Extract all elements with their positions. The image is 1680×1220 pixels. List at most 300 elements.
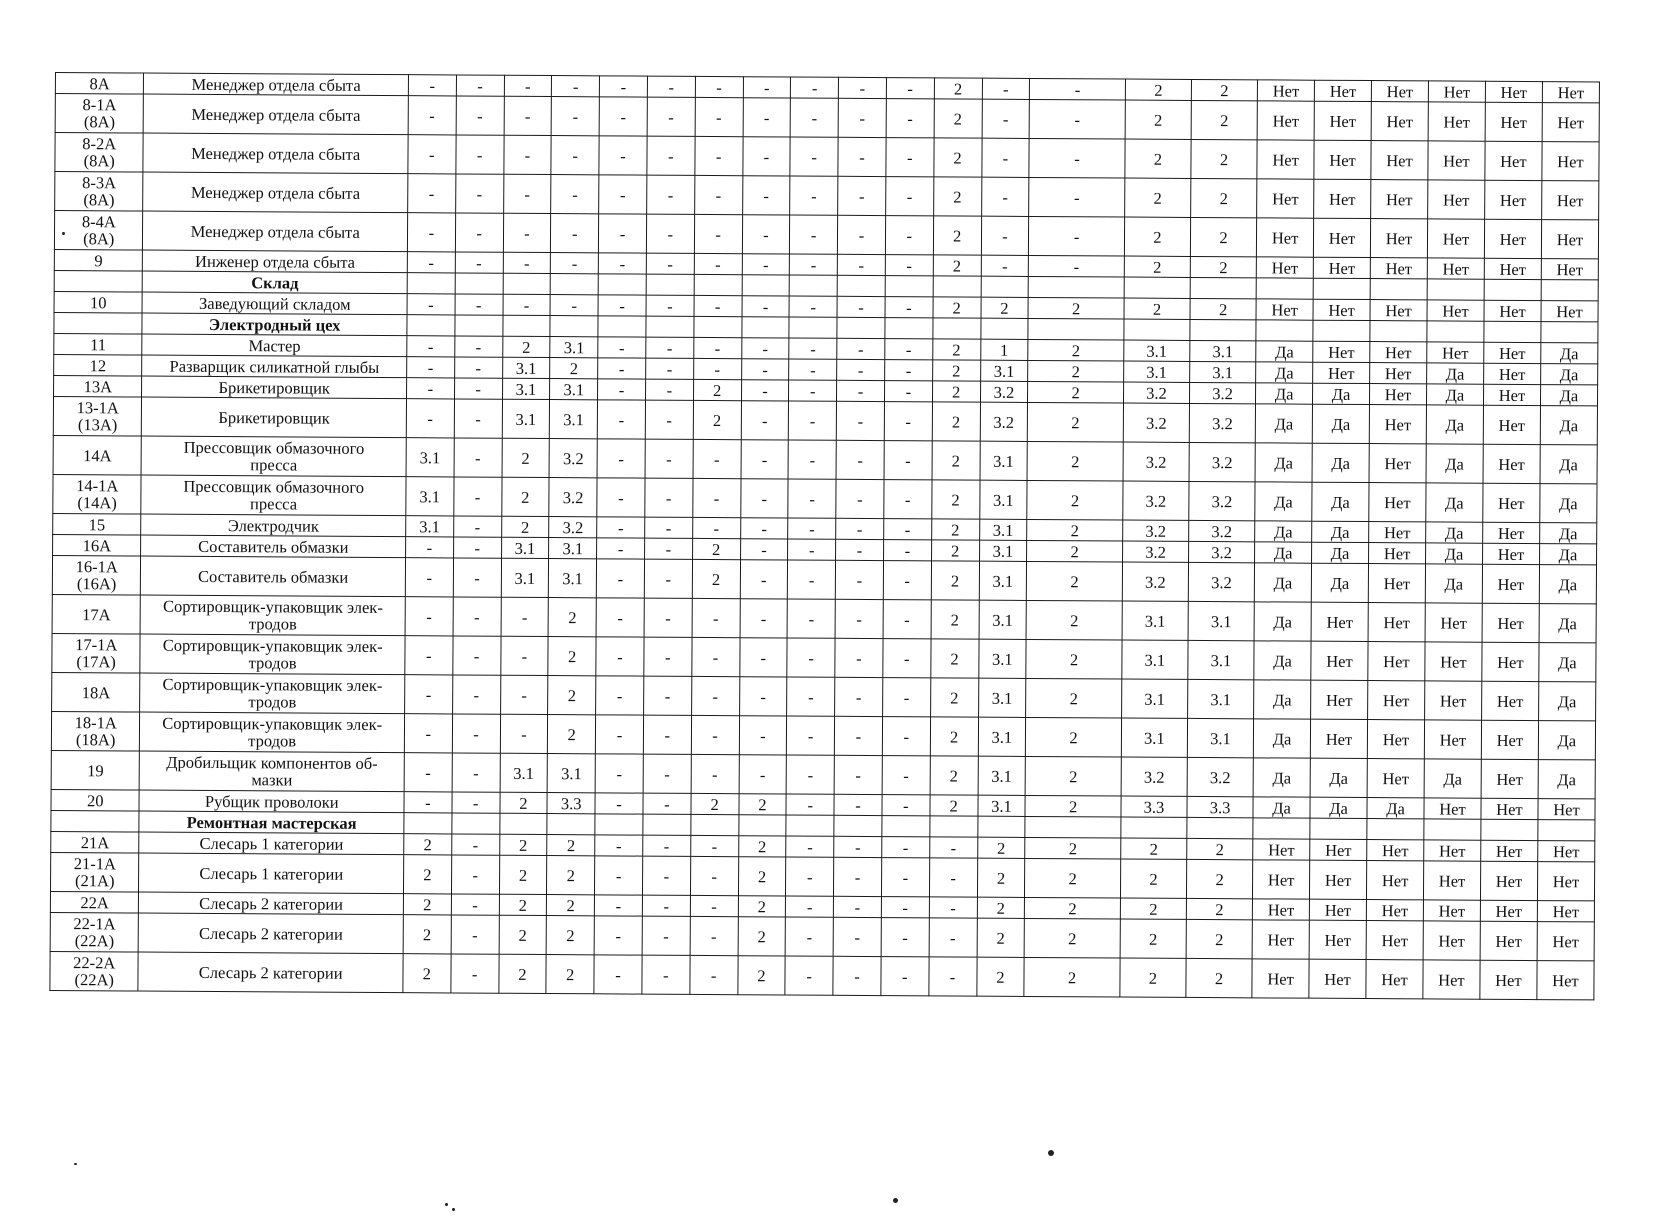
empty-cell [1481,819,1538,840]
value-cell: Нет [1542,103,1599,142]
value-cell: Нет [1367,840,1424,861]
value-cell: 3.2 [980,402,1028,441]
value-cell: Нет [1370,363,1427,384]
value-cell: - [596,676,644,715]
value-cell: - [503,213,551,252]
value-cell: Нет [1423,921,1480,960]
value-cell: Да [1540,484,1597,523]
value-cell: Нет [1481,840,1538,861]
empty-cell [1427,321,1484,342]
value-cell: 2 [1186,958,1252,997]
value-cell: Нет [1371,180,1428,219]
value-cell: 3.1 [406,477,454,516]
value-cell: Нет [1537,862,1594,901]
value-cell: - [551,97,599,136]
value-cell: 2 [932,402,980,441]
value-cell: 2 [547,835,595,856]
value-cell: Да [1255,542,1312,563]
value-cell: - [645,379,693,400]
value-cell: 2 [1026,639,1122,679]
value-cell: Да [1310,797,1367,818]
value-cell: Да [1539,643,1596,682]
value-cell: 2 [1124,256,1190,277]
empty-cell [646,316,694,337]
empty-cell [1427,279,1484,300]
value-cell: 2 [1125,79,1191,100]
value-cell: - [599,175,647,214]
value-cell: - [551,136,599,175]
value-cell: - [790,137,838,176]
value-cell: 3.2 [1122,541,1188,562]
value-cell: - [785,917,833,956]
row-id-cell: 22-1А (22А) [50,912,139,952]
value-cell: - [883,561,931,600]
value-cell: - [837,380,885,401]
value-cell: - [881,918,929,957]
value-cell: - [741,338,789,359]
value-cell: 3.2 [1190,382,1256,403]
value-cell: - [500,636,548,675]
empty-cell [837,275,885,296]
value-cell: 2 [930,678,978,717]
position-name-cell: Рубщик проволоки [139,790,404,813]
value-cell: 3.1 [978,756,1026,795]
scan-speck [445,1203,448,1206]
empty-cell [789,317,837,338]
value-cell: 2 [1186,898,1252,919]
value-cell: - [1030,78,1126,100]
value-cell: - [597,517,645,538]
value-cell: - [790,176,838,215]
value-cell: 2 [547,856,595,895]
value-cell: 2 [403,894,451,915]
value-cell: Нет [1542,181,1599,220]
value-cell: - [886,99,934,138]
value-cell: Да [1538,760,1595,799]
value-cell: - [406,399,454,438]
value-cell: Нет [1252,899,1309,920]
row-id-cell: 17-1А (17А) [52,633,141,673]
value-cell: - [452,675,500,714]
value-cell: - [594,916,642,955]
value-cell: - [642,856,690,895]
value-cell: Нет [1257,179,1314,218]
value-cell: - [451,894,499,915]
empty-cell [981,276,1029,297]
empty-cell [694,316,742,337]
row-id-cell: 13-1А (13А) [53,396,142,436]
value-cell: - [1029,216,1125,256]
value-cell: 3.2 [1189,520,1255,541]
value-cell: 2 [403,954,451,993]
value-cell: 2 [1124,217,1190,256]
value-cell: - [740,560,788,599]
value-cell: - [741,401,789,440]
value-cell: 2 [738,836,786,857]
value-cell: - [838,215,886,254]
value-cell: - [597,478,645,517]
value-cell: 3.1 [1190,340,1256,361]
value-cell: Нет [1483,444,1540,483]
value-cell: - [405,675,453,714]
value-cell: - [787,599,835,638]
value-cell: - [838,77,886,98]
value-cell: - [454,477,502,516]
value-cell: 2 [932,339,980,360]
value-cell: Нет [1369,405,1426,444]
value-cell: - [694,295,742,316]
value-cell: - [981,255,1029,276]
empty-cell [1253,818,1310,839]
value-cell: Нет [1367,720,1424,759]
value-cell: - [453,636,501,675]
empty-cell [1484,279,1541,300]
value-cell: Нет [1309,959,1366,998]
value-cell: Нет [1538,841,1595,862]
value-cell: - [599,97,647,136]
value-cell: 3.1 [550,379,598,400]
value-cell: Нет [1483,384,1540,405]
value-cell: 3.1 [550,337,598,358]
value-cell: Нет [1314,101,1371,140]
position-name-cell: Прессовщик обмазочного пресса [142,436,407,477]
position-name-cell: Электродчик [141,514,406,537]
value-cell: - [787,638,835,677]
value-cell: Да [1539,544,1596,565]
value-cell: 2 [931,540,979,561]
row-id-cell: 20 [51,789,140,811]
value-cell: - [929,837,977,858]
empty-cell [550,274,598,295]
value-cell: Нет [1252,920,1309,959]
empty-cell [1124,319,1190,340]
value-cell: - [929,957,977,996]
value-cell: 3.2 [549,439,597,478]
value-cell: - [837,254,885,275]
value-cell: - [881,957,929,996]
value-cell: 2 [1027,561,1123,601]
value-cell: Да [1312,404,1369,443]
value-cell: 3.1 [1122,640,1188,679]
empty-cell [595,814,643,835]
value-cell: - [598,379,646,400]
value-cell: - [453,597,501,636]
empty-cell [455,315,503,336]
empty-cell [694,274,742,295]
value-cell: - [598,337,646,358]
value-cell: - [503,294,551,315]
value-cell: - [643,835,691,856]
value-cell: - [407,357,455,378]
value-cell: - [643,754,691,793]
value-cell: 3.1 [406,516,454,537]
empty-cell [407,273,455,294]
value-cell: 2 [692,559,740,598]
value-cell: Да [1312,542,1369,563]
value-cell: 2 [930,795,978,816]
value-cell: Нет [1369,444,1426,483]
value-cell: - [789,338,837,359]
row-id-cell: 8-2А (8А) [55,133,144,173]
value-cell: - [453,516,501,537]
value-cell: - [929,918,977,957]
value-cell: Да [1256,341,1313,362]
value-cell: 2 [1026,678,1122,718]
value-cell: 2 [737,956,785,995]
value-cell: Нет [1314,80,1371,101]
row-id-cell: 16-1А (16А) [52,555,141,595]
value-cell: - [647,136,695,175]
position-name-cell: Слесарь 2 категории [139,913,404,954]
value-cell: - [788,518,836,539]
value-cell: 3.1 [1121,679,1187,718]
value-cell: 2 [1186,859,1252,898]
value-cell: 3.1 [550,400,598,439]
empty-cell [452,813,500,834]
value-cell: - [741,380,789,401]
value-cell: 3.1 [1188,601,1254,640]
value-cell: 2 [932,381,980,402]
empty-cell [1313,278,1370,299]
value-cell: - [408,75,456,96]
value-cell: - [690,856,738,895]
value-cell: - [884,381,932,402]
value-cell: Нет [1310,719,1367,758]
value-cell: 3.1 [1124,340,1190,361]
value-cell: 2 [1120,958,1186,997]
value-cell: 2 [1024,918,1120,958]
empty-cell [1370,279,1427,300]
value-cell: - [644,538,692,559]
value-cell: 2 [977,858,1025,897]
value-cell: - [739,716,787,755]
value-cell: - [1029,255,1125,277]
value-cell: - [693,439,741,478]
empty-cell [837,317,885,338]
value-cell: - [883,639,931,678]
value-cell: - [451,954,499,993]
value-cell: - [453,537,501,558]
value-cell: 2 [1025,837,1121,859]
value-cell: - [788,539,836,560]
value-cell: - [786,836,834,857]
empty-cell [1484,321,1541,342]
row-id-cell: 18-1А (18А) [51,711,140,751]
value-cell: 2 [502,336,550,357]
value-cell: - [642,955,690,994]
value-cell: - [595,754,643,793]
value-cell: 3.1 [502,378,550,399]
value-cell: Нет [1311,641,1368,680]
value-cell: Нет [1485,102,1542,141]
value-cell: Нет [1366,960,1423,999]
value-cell: 2 [977,837,1025,858]
value-cell: Нет [1481,720,1538,759]
value-cell: - [691,754,739,793]
value-cell: 2 [931,561,979,600]
value-cell: - [695,97,743,136]
value-cell: - [835,560,883,599]
value-cell: Нет [1314,179,1371,218]
value-cell: 2 [499,894,547,915]
value-cell: - [837,296,885,317]
value-cell: Нет [1370,384,1427,405]
value-cell: - [645,478,693,517]
value-cell: - [786,794,834,815]
value-cell: - [455,294,503,315]
value-cell: - [742,215,790,254]
value-cell: 2 [1024,957,1120,997]
value-cell: - [693,337,741,358]
value-cell: Да [1253,719,1310,758]
value-cell: 2 [1028,360,1124,382]
empty-cell [598,274,646,295]
value-cell: 2 [1125,178,1191,217]
value-cell: - [789,296,837,317]
value-cell: - [790,98,838,137]
value-cell: - [647,76,695,97]
scan-speck [74,1163,77,1165]
row-id-cell: 10 [54,291,143,313]
value-cell: - [789,359,837,380]
value-cell: Нет [1313,218,1370,257]
value-cell: Да [1426,384,1483,405]
value-cell: - [405,597,453,636]
value-cell: Да [1426,483,1483,522]
value-cell: Нет [1424,798,1481,819]
value-cell: 3.1 [1190,361,1256,382]
empty-cell [646,274,694,295]
value-cell: Нет [1310,860,1367,899]
value-cell: 2 [1190,256,1256,277]
value-cell: - [405,537,453,558]
position-name-cell: Сортировщик-упаковщик элек- тродов [140,673,405,714]
value-cell: - [740,599,788,638]
value-cell: - [835,638,883,677]
value-cell: Нет [1425,681,1482,720]
value-cell: - [834,716,882,755]
position-name-cell: Менеджер отдела сбыта [144,73,409,96]
value-cell: Да [1540,445,1597,484]
value-cell: Да [1312,482,1369,521]
value-cell: - [598,295,646,316]
value-cell: 2 [499,915,547,954]
value-cell: - [452,753,500,792]
value-cell: - [884,480,932,519]
value-cell: - [788,479,836,518]
empty-cell [738,815,786,836]
value-cell: - [503,135,551,174]
value-cell: 2 [501,516,549,537]
value-cell: 2 [930,756,978,795]
value-cell: Нет [1368,564,1425,603]
value-cell: Да [1256,383,1313,404]
value-cell: 3.1 [547,754,595,793]
value-cell: Нет [1309,899,1366,920]
value-cell: Нет [1484,219,1541,258]
empty-cell [404,813,452,834]
empty-cell [1367,819,1424,840]
value-cell: 2 [1025,756,1121,796]
empty-cell [1190,277,1256,298]
row-id-cell: 9 [54,249,143,271]
value-cell: 3.1 [978,639,1026,678]
value-cell: 2 [1124,298,1190,319]
value-cell: Да [1255,521,1312,542]
value-cell: 3.2 [1123,442,1189,481]
value-cell: Нет [1369,522,1426,543]
value-cell: - [504,75,552,96]
value-cell: Да [1541,343,1598,364]
value-cell: - [742,176,790,215]
value-cell: Да [1425,564,1482,603]
value-cell: 3.1 [1124,361,1190,382]
value-cell: - [741,440,789,479]
empty-cell [1124,277,1190,298]
value-cell: 2 [1190,217,1256,256]
value-cell: 3.1 [1188,679,1254,718]
value-cell: 2 [931,600,979,639]
value-cell: - [595,715,643,754]
value-cell: - [929,858,977,897]
value-cell: - [408,135,456,174]
value-cell: - [504,96,552,135]
position-name-cell: Менеджер отдела сбыта [144,94,409,135]
value-cell: - [645,400,693,439]
value-cell: - [883,540,931,561]
value-cell: Нет [1484,363,1541,384]
value-cell: - [834,836,882,857]
value-cell: 2 [977,897,1025,918]
value-cell: - [929,897,977,918]
value-cell: 3.1 [502,357,550,378]
value-cell: - [886,177,934,216]
value-cell: - [405,558,453,597]
value-cell: 2 [1028,297,1124,319]
value-cell: - [454,438,502,477]
value-cell: 3.1 [1188,640,1254,679]
position-name-cell: Менеджер отдела сбыта [143,172,408,213]
value-cell: - [786,896,834,917]
value-cell: - [742,254,790,275]
value-cell: 2 [931,519,979,540]
value-cell: Нет [1425,603,1482,642]
value-cell: - [646,337,694,358]
empty-cell [1028,318,1124,340]
value-cell: Да [1539,565,1596,604]
value-cell: - [836,479,884,518]
value-cell: - [407,294,455,315]
value-cell: 3.2 [1189,442,1255,481]
empty-cell [455,273,503,294]
value-cell: Нет [1485,180,1542,219]
value-cell: - [454,378,502,399]
scan-speck [1048,1150,1054,1156]
value-cell: Нет [1542,142,1599,181]
position-name-cell: Мастер [142,334,407,357]
value-cell: Да [1539,604,1596,643]
value-cell: Нет [1482,564,1539,603]
value-cell: - [982,78,1030,99]
value-cell: - [690,955,738,994]
value-cell: Нет [1368,681,1425,720]
value-cell: Нет [1480,921,1537,960]
empty-cell [1256,278,1313,299]
value-cell: - [886,78,934,99]
value-cell: - [786,755,834,794]
value-cell: - [742,296,790,317]
value-cell: - [551,253,599,274]
